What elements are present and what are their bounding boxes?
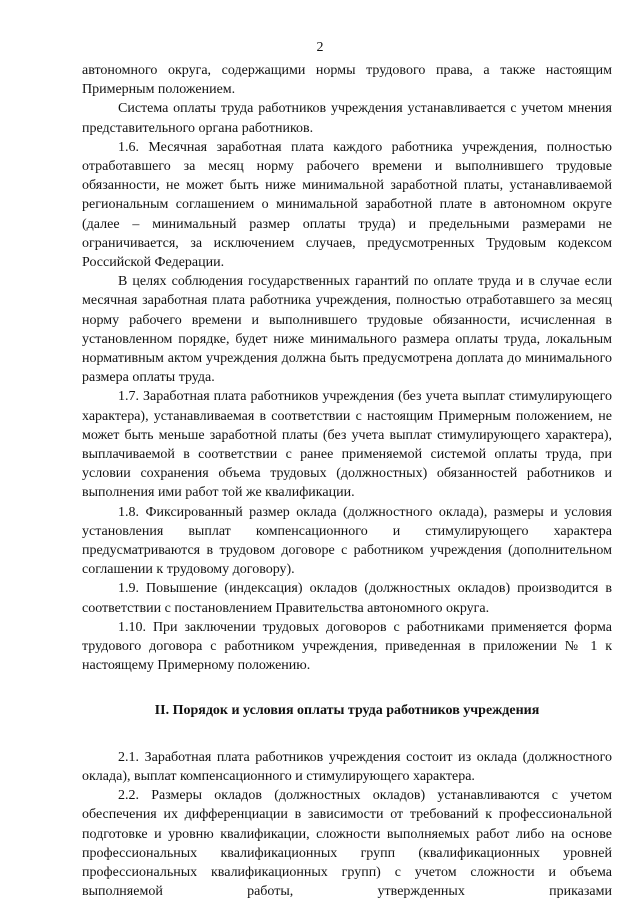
paragraph-state-guarantees: В целях соблюдения государственных гарантий по оплате труда и в случае если месячная заработная плата работника учреждения, полностью отработавшего за месяц норму рабочего времени и выполнившего трудовые обязанности, исчисленная в установленном порядке, будет ниже минимального размера оплаты труда, локальным нормативным актом учреждения должна быть предусмотрена доплата до минимального размера оплаты труда. [82,274,612,386]
section-heading: II. Порядок и условия оплаты труда работников учреждения [154,702,540,718]
paragraph-1-9: 1.9. Повышение (индексация) окладов (должностных окладов) производится в соответствии с постановлением Правительства автономного округа. [82,581,612,616]
paragraph-1-7: 1.7. Заработная плата работников учреждения (без учета выплат стимулирующего характера), устанавливаемая в соответствии с настоящим Примерным положением, не может быть меньше заработной платы (без учета выплат стимулирующего характера), выплачиваемой в соответствии с ранее применяемой системой оплаты труда, при условии сохранения объема трудовых (должностных) обязанностей работников и выполнения ими работ той же квалификации. [82,389,612,501]
paragraph-1-6: 1.6. Месячная заработная плата каждого работника учреждения, полностью отработавшего за месяц норму рабочего времени и выполнившего трудовые обязанности, не может быть ниже минимальной заработной платы, устанавливаемой региональным соглашением о минимальной заработной плате в автономном округе (далее – минимальный размер оплаты труда) и предельными размерами не ограничивается, за исключением случаев, предусмотренных Трудовым кодексом Российской Федерации. [82,139,612,271]
paragraph-1-8: 1.8. Фиксированный размер оклада (должностного оклада), размеры и условия установления выплат компенсационного и стимулирующего характера предусматриваются в трудовом договоре с работником учреждения (дополнительном соглашении к трудовому договору). [82,504,612,578]
paragraph-2-1: 2.1. Заработная плата работников учреждения состоит из оклада (должностного оклада), выплат компенсационного и стимулирующего характера. [82,749,612,784]
paragraph-2-2: 2.2. Размеры окладов (должностных окладов) устанавливаются с учетом обеспечения их дифференциации в зависимости от требований к профессиональной подготовке и уровню квалификации, сложности выполняемых работ либо на основе профессиональных квалификационных групп (квалификационных уровней профессиональных квалификационных групп) с учетом сложности и объема выполняемой работы, утвержденных приказами [82,788,612,900]
document-body [82,61,612,901]
paragraph-continuation: автономного округа, содержащими нормы трудового права, а также настоящим Примерным положением. [82,63,612,98]
page-number: 2 [316,40,324,55]
paragraph-pay-system: Система оплаты труда работников учреждения устанавливается с учетом мнения представительного органа работников. [82,101,612,136]
paragraph-1-10: 1.10. При заключении трудовых договоров с работниками применяется форма трудового договора с работником учреждения, приведенная в приложении № 1 к настоящему Примерному положению. [82,619,612,674]
